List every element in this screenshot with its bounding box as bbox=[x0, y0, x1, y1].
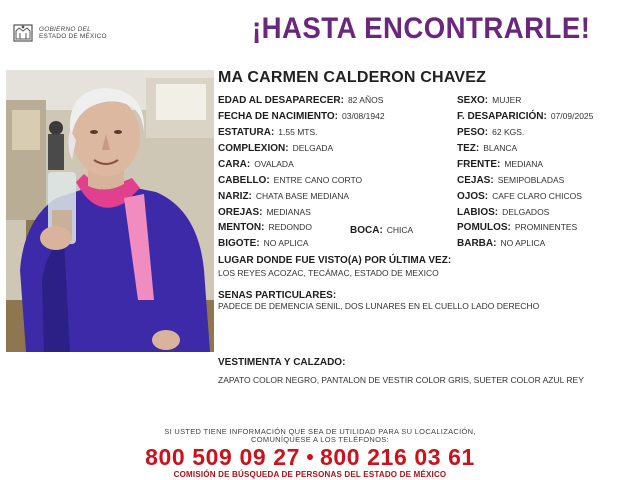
last-seen-value: LOS REYES ACOZAC, TECÁMAC, ESTADO DE MEXICO bbox=[218, 268, 439, 278]
field-boca: BOCA: CHICA bbox=[350, 225, 414, 236]
marks-value: PADECE DE DEMENCIA SENIL, DOS LUNARES EN EL CUELLO LADO DERECHO bbox=[218, 301, 540, 311]
field-pomulos: POMULOS: PROMINENTES bbox=[457, 222, 578, 233]
field-complexion: COMPLEXION: DELGADA bbox=[218, 143, 334, 154]
government-seal-icon bbox=[12, 22, 34, 44]
gov-line2: ESTADO DE MÉXICO bbox=[39, 33, 107, 40]
field-estatura: ESTATURA: 1.55 MTS. bbox=[218, 127, 318, 138]
government-name bbox=[39, 26, 107, 40]
field-edad: EDAD AL DESAPARECER: 82 AÑOS bbox=[218, 95, 384, 106]
marks-label: SENAS PARTICULARES: bbox=[218, 290, 337, 301]
field-menton: MENTON: REDONDO bbox=[218, 222, 312, 233]
gov-line1: GOBIERNO DEL bbox=[39, 26, 91, 33]
phone-2[interactable]: 800 216 03 61 bbox=[320, 444, 475, 470]
commission-name: COMISIÓN DE BÚSQUEDA DE PERSONAS DEL ESTADO DE MÉXICO bbox=[173, 470, 447, 479]
field-tez: TEZ: BLANCA bbox=[457, 143, 518, 154]
info-line2: COMUNÍQUESE A LOS TELÉFONOS: bbox=[251, 435, 389, 444]
last-seen-label: LUGAR DONDE FUE VISTO(A) POR ÚLTIMA VEZ: bbox=[218, 255, 452, 266]
field-frente: FRENTE: MEDIANA bbox=[457, 159, 544, 170]
field-peso: PESO: 62 KGS. bbox=[457, 127, 525, 138]
field-bigote: BIGOTE: NO APLICA bbox=[218, 238, 309, 249]
field-barba: BARBA: NO APLICA bbox=[457, 238, 546, 249]
person-name: MA CARMEN CALDERON CHAVEZ bbox=[218, 69, 487, 86]
field-orejas: OREJAS: MEDIANAS bbox=[218, 207, 311, 218]
field-cabello: CABELLO: ENTRE CANO CORTO bbox=[218, 175, 363, 186]
government-logo bbox=[12, 22, 107, 44]
field-labios: LABIOS: DELGADOS bbox=[457, 207, 550, 218]
banner-title: ¡HASTA ENCONTRARLE! bbox=[252, 12, 591, 45]
missing-person-photo bbox=[6, 70, 214, 352]
field-ojos: OJOS: CAFE CLARO CHICOS bbox=[457, 191, 582, 202]
clothing-label: VESTIMENTA Y CALZADO: bbox=[218, 357, 346, 368]
field-fecha-nacimiento: FECHA DE NACIMIENTO: 03/08/1942 bbox=[218, 111, 385, 122]
field-cejas: CEJAS: SEMIPOBLADAS bbox=[457, 175, 565, 186]
field-cara: CARA: OVALADA bbox=[218, 159, 294, 170]
info-line1: SI USTED TIENE INFORMACIÓN QUE SEA DE UTILIDAD PARA SU LOCALIZACIÓN, bbox=[164, 427, 476, 436]
field-f-desaparicion: F. DESAPARICIÓN: 07/09/2025 bbox=[457, 111, 594, 122]
field-sexo: SEXO: MUJER bbox=[457, 95, 522, 106]
clothing-value: ZAPATO COLOR NEGRO, PANTALON DE VESTIR COLOR GRIS, SUETER COLOR AZUL REY bbox=[218, 375, 584, 385]
field-nariz: NARIZ: CHATA BASE MEDIANA bbox=[218, 191, 350, 202]
separator-dot-icon bbox=[307, 454, 313, 460]
phone-numbers bbox=[0, 444, 620, 471]
phone-1[interactable]: 800 509 09 27 bbox=[145, 444, 300, 470]
